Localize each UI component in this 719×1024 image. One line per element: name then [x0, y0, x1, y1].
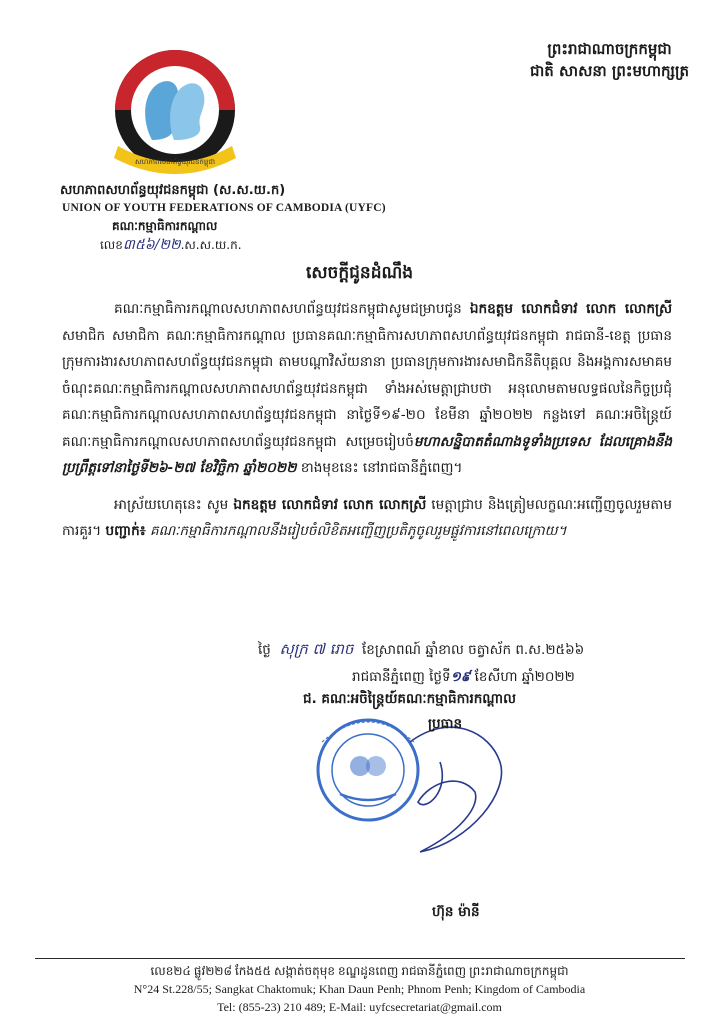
solar-day-handwritten: ១៩: [450, 669, 471, 685]
p2-honorific: ឯកឧត្តម លោកជំទាវ លោក លោកស្រី: [233, 496, 427, 513]
p2-body: មេត្តាជ្រាប និងត្រៀមលក្ខណៈអញ្ជើញចូលរួមតាមការគួរ។: [62, 496, 672, 539]
paragraph-2: [62, 492, 672, 545]
kingdom-line-2: ជាតិ សាសនា ព្រះមហាក្សត្រ: [530, 62, 689, 80]
p1-intro: គណៈកម្មាធិការកណ្តាលសហភាពសហព័ន្ធយុវជនកម្ពុជាសូមជម្រាបជូន: [114, 301, 470, 317]
footer-line-english: N°24 St.228/55; Sangkat Chaktomuk; Khan Daun Penh; Phnom Penh; Kingdom of Cambodia: [133, 982, 586, 996]
letter-body: [62, 296, 672, 545]
kingdom-line-1: ព្រះរាជាណាចក្រកម្ពុជា: [547, 40, 672, 58]
p1-event: មហាសន្និបាតតំណាងទូទាំងប្រទេស ដែលគ្រោងនឹងប្រព្រឹត្តទៅនាថ្ងៃទី២៦-២៧ ខែវិច្ឆិកា ឆ្នាំ២០២២: [62, 433, 673, 476]
p2-note-label: បញ្ជាក់៖: [105, 523, 146, 539]
footer-line-khmer: លេខ២៤ ផ្លូវ២២៨ កែង៥៥ សង្កាត់ចតុមុខ ខណ្ឌដូនពេញ រាជធានីភ្នំពេញ ព្រះរាជាណាចក្រកម្ពុជា: [150, 964, 569, 978]
lunar-handwritten: សុក្រ ៧ រោច: [279, 640, 354, 658]
uyfc-logo: [100, 48, 250, 183]
solar-prefix: រាជធានីភ្នំពេញ ថ្ងៃទី: [352, 669, 451, 685]
org-name-khmer: សហភាពសហព័ន្ធយុវជនកម្ពុជា (ស.ស.យ.ក): [60, 183, 286, 198]
lunar-rest: ខែស្រាពណ៍ ឆ្នាំខាល ចត្វាស័ក ព.ស.២៥៦៦: [361, 642, 585, 658]
footer-divider: [35, 958, 685, 959]
org-name-english: UNION OF YOUTH FEDERATIONS OF CAMBODIA (UYFC): [62, 202, 386, 214]
reference-number: [100, 235, 242, 256]
ref-suffix: .ស.ស.យ.ក.: [180, 238, 242, 252]
lunar-date: [258, 636, 584, 663]
committee-name: គណៈកម្មាធិការកណ្ដាល: [112, 219, 218, 233]
signatory-role: ប្រធាន: [428, 716, 463, 732]
official-stamp-and-signature: [300, 702, 530, 862]
signatory-name: ហ៊ុន ម៉ានី: [432, 904, 480, 920]
footer-contact: Tel: (855-23) 210 489; E-Mail: uyfcsecretariat@gmail.com: [217, 1000, 502, 1014]
signatory-on-behalf: ជ. គណៈអចិន្ត្រៃយ៍គណៈកម្មាធិការកណ្តាល: [303, 691, 516, 707]
p2-note: គណៈកម្មាធិការកណ្តាលនឹងរៀបចំលិខិតអញ្ជើញប្រតិភូចូលរួមផ្លូវការនៅពេលក្រោយ។: [145, 523, 567, 539]
p1-body: សមាជិក សមាជិកា គណៈកម្មាធិការកណ្តាល ប្រធានគណៈកម្មាធិការសហភាពសហព័ន្ធយុវជនកម្ពុជា រាជធានី-ខេត្ត ប្រធានក្រុមការងារសហភាពសហព័ន្ធយុវជនកម្ពុជា តាមបណ្តាវិស័យនានា ប្រធានក្រុមការងារសមាជិកនីតិបុគ្គល និងអង្គការសមាគមចំណុះគណៈកម្មាធិការកណ្តាលសហភាពសហព័ន្ធយុវជនកម្ពុជា ទាំងអស់មេត្តាជ្រាបថា អនុលោមតាមលទ្ធផលនៃកិច្ចប្រជុំគណៈកម្មាធិការកណ្តាលសហភាពសហព័ន្ធយុវជនកម្ពុជា នាថ្ងៃទី១៩-២០ ខែមីនា ឆ្នាំ២០២២ កន្លងទៅ គណៈអចិន្ត្រៃយ៍គណៈកម្មាធិការកណ្តាលសហភាពសហព័ន្ធយុវជនកម្ពុជា សម្រេចរៀបចំ: [62, 327, 672, 450]
document-title: សេចក្តីជូនដំណឹង: [305, 263, 414, 283]
solar-rest: ខែសីហា ឆ្នាំ២០២២: [474, 669, 575, 685]
kingdom-header: [530, 38, 689, 82]
ref-handwritten-number: ៣៥៦/២២: [122, 237, 181, 253]
footer-address: [0, 962, 719, 1016]
solar-date: [352, 664, 575, 690]
paragraph-1: [62, 296, 672, 482]
p1-honorific: ឯកឧត្តម លោកជំទាវ លោក លោកស្រី: [469, 301, 673, 317]
p2-intro: អាស្រ័យហេតុនេះ សូម: [114, 496, 234, 513]
day-label: ថ្ងៃ: [258, 642, 271, 658]
logo-ribbon-text: សហភាពសហព័ន្ធយុវជនកម្ពុជា: [135, 158, 215, 166]
ref-prefix: លេខ: [100, 238, 123, 252]
p1-end: ខាងមុខនេះ នៅរាជធានីភ្នំពេញ។: [296, 460, 463, 476]
